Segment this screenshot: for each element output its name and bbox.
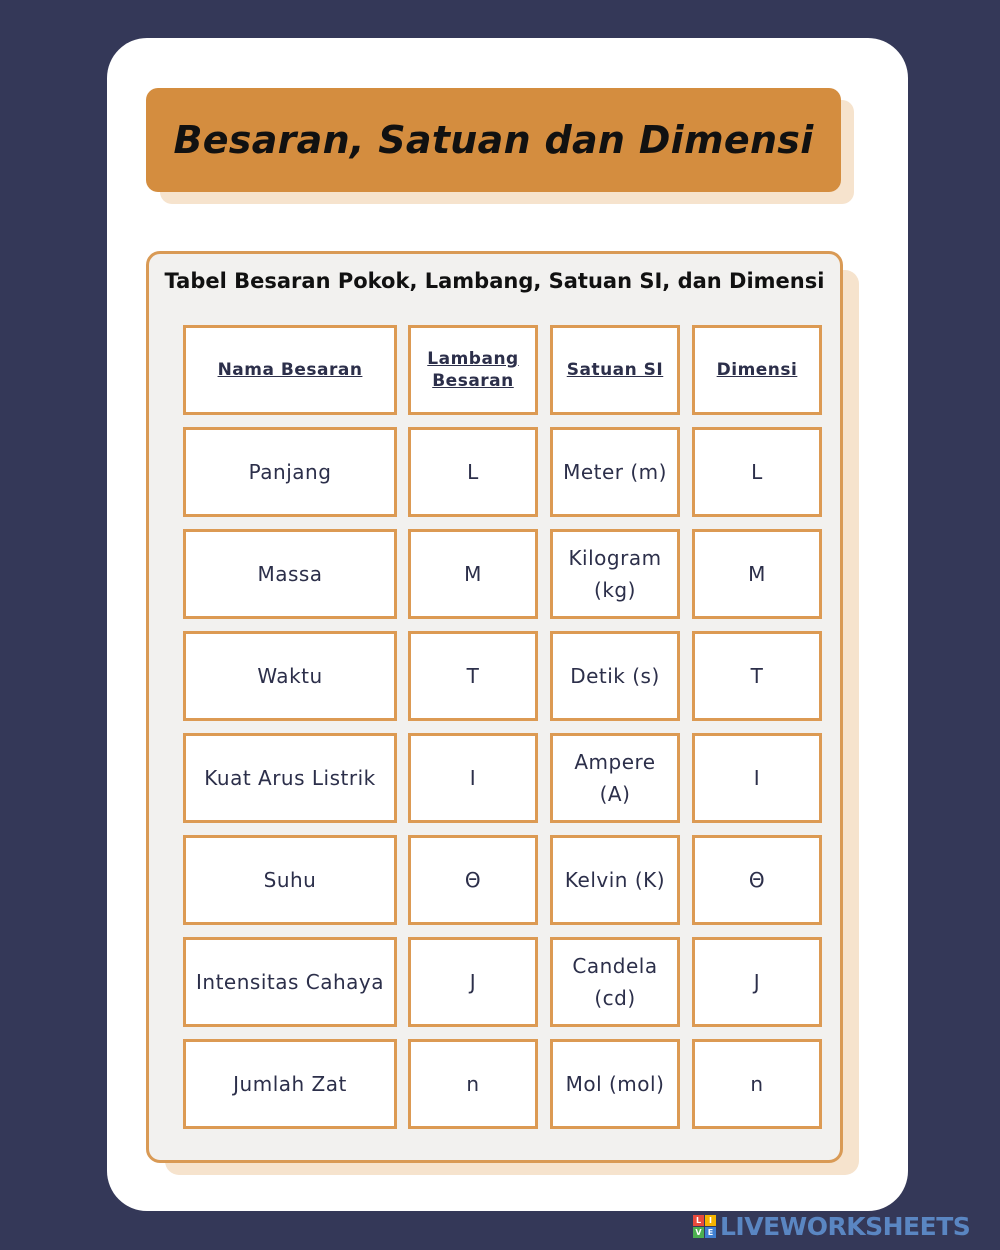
title-banner [146,88,841,192]
cell-dimensi: M [692,529,822,619]
liveworksheets-logo-icon: L I V E [693,1215,716,1238]
liveworksheets-watermark [693,1212,970,1241]
table-title: Tabel Besaran Pokok, Lambang, Satuan SI, dan Dimensi [164,269,825,293]
watermark-text: LIVEWORKSHEETS [720,1212,971,1241]
cell-dimensi: L [692,427,822,517]
cell-satuan: Candela (cd) [550,937,680,1027]
cell-satuan: Mol (mol) [550,1039,680,1129]
header-satuan-si: Satuan SI [550,325,680,415]
cell-nama-besaran: Jumlah Zat [183,1039,397,1129]
cell-dimensi: I [692,733,822,823]
cell-lambang: Θ [408,835,538,925]
header-nama-besaran: Nama Besaran [183,325,397,415]
cell-lambang: n [408,1039,538,1129]
cell-lambang: J [408,937,538,1027]
cell-lambang: T [408,631,538,721]
cell-nama-besaran: Waktu [183,631,397,721]
cell-dimensi: Θ [692,835,822,925]
cell-lambang: M [408,529,538,619]
cell-satuan: Detik (s) [550,631,680,721]
cell-satuan: Kilogram (kg) [550,529,680,619]
page-title: Besaran, Satuan dan Dimensi [173,118,814,162]
cell-nama-besaran: Suhu [183,835,397,925]
cell-nama-besaran: Intensitas Cahaya [183,937,397,1027]
header-dimensi: Dimensi [692,325,822,415]
cell-satuan: Kelvin (K) [550,835,680,925]
cell-dimensi: n [692,1039,822,1129]
cell-lambang: L [408,427,538,517]
cell-dimensi: J [692,937,822,1027]
cell-lambang: I [408,733,538,823]
cell-satuan: Meter (m) [550,427,680,517]
cell-nama-besaran: Panjang [183,427,397,517]
cell-satuan: Ampere (A) [550,733,680,823]
cell-nama-besaran: Kuat Arus Listrik [183,733,397,823]
header-lambang-besaran: Lambang Besaran [408,325,538,415]
cell-dimensi: T [692,631,822,721]
cell-nama-besaran: Massa [183,529,397,619]
